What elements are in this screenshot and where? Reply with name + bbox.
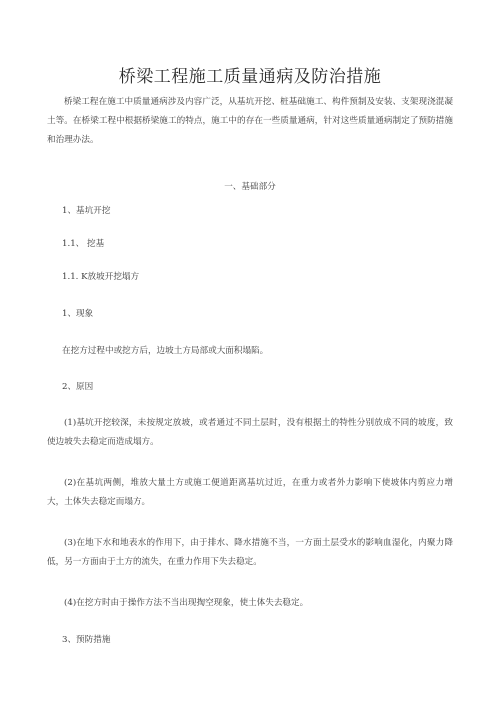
cause-2: (2)在基坑两侧，堆放大量土方或施工便道距离基坑过近，在重力或者外力影响下使坡体内剪应力增大，土体失去稳定而塌方。: [47, 478, 453, 507]
heading-1-1-1: 1.1. K放坡开挖塌方: [62, 272, 140, 282]
heading-phenomenon: 1、现象: [62, 309, 94, 319]
cause-3: (3)在地下水和地表水的作用下，由于排水、降水措施不当，一方面土层受水的影响血湿化，内聚力降低，另一方面由于土方的流失，在重力作用下失去稳定。: [47, 538, 453, 567]
heading-prevention: 3、预防措施: [62, 635, 111, 645]
heading-1: 1、基坑开挖: [62, 206, 111, 216]
heading-cause: 2、原因: [62, 382, 94, 392]
cause-1: (1)基坑开挖较深，未按规定放坡，或者通过不同土层时，没有根据土的特性分别放成不同的坡度，致使边坡失去稳定而造成塌方。: [47, 418, 453, 447]
section-heading: 一、基础部分: [224, 182, 276, 192]
cause-4: (4)在挖方时由于操作方法不当出现掏空现象，使土体失去稳定。: [64, 598, 309, 608]
heading-1-1: 1.1、 挖基: [62, 239, 105, 249]
intro-paragraph: 桥梁工程在施工中质量通病涉及内容广泛，从基坑开挖、桩基础施工、构件预制及安装、支架现浇混凝土等。在桥梁工程中根据桥梁施工的特点，施工中的存在一些质量通病，针对这些质量通病制定了预防措施和治理办法。: [47, 97, 453, 145]
page-title: 桥梁工程施工质量通病及防治措施: [118, 67, 382, 87]
phenomenon-text: 在挖方过程中或挖方后，边坡土方局部或大面积塌陷。: [62, 346, 269, 356]
